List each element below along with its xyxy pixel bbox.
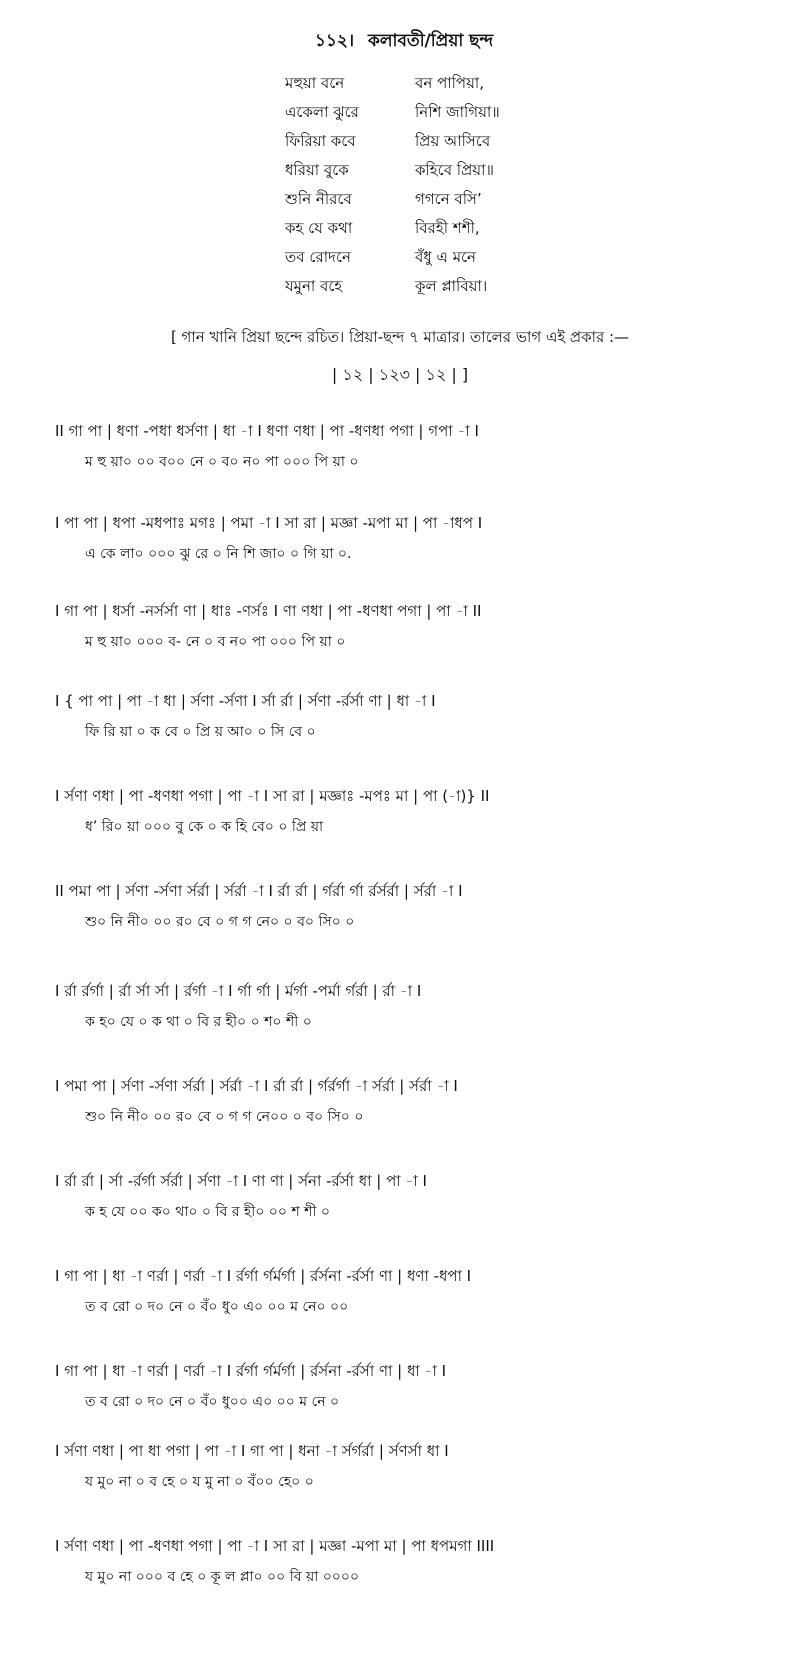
poem-line: তব রোদনে বঁধু এ মনে (285, 248, 477, 266)
notation-block: I পমা পা | র্সণা -র্সণা র্সর্রা | র্সর্রা -া I র্রা র্রা | র্গর্রর্গা -া র্সর্রা | র্সর্রা -া I শু০ নি নী০ ০০ র০ বে ০ গ গ নে০০ ০ ব০ সি০ ০ (55, 1077, 458, 1125)
notation-block: I র্সণা ণধা | পা -ধণধা পগা | পা -া I সা রা | মজ্ঞা -মপা মা | পা ধপমগা IIII য মু০ না ০০০ ব হে ০ কূ ল প্লা০ ০০ বি য়া ০০০০ (55, 1537, 495, 1585)
notation-block: I গা পা | ধা -া ণর্রা | ণর্রা -া I র্রর্গা র্গর্মর্গা | র্রর্সনা -র্রর্সা ণা | ধণা -ধপা I ত ব রো ০ দ০ নে ০ বঁ০ ধু০ এ০ ০০ ম নে০ ০০ (55, 1267, 472, 1315)
tala-division: | ১২ | ১২৩ | ১২ | ] (331, 365, 469, 384)
notation-block: II গা পা | ধণা -পধা ধর্সণা | ধা -া I ধণা ণধা | পা -ধণধা পগা | গপা -া I ম হু য়া০ ০০ ব০০ নে ০ ব০ ন০ পা ০০০ পি য়া ০ (55, 422, 479, 470)
poem-line: মহুয়া বনে বন পাপিয়া, (285, 74, 485, 92)
notation-block: I র্সণা ণধা | পা -ধণধা পগা | পা -া I সা রা | মজ্ঞাঃ -মপঃ মা | পা (-া)} II ধ’ রি০ য়া ০০০ বু কে ০ ক হি বে০ ০ প্রি য়া (55, 787, 490, 835)
poem-line: একেলা ঝুরে নিশি জাগিয়া॥ (285, 103, 500, 121)
song-title (0, 28, 800, 56)
rhythm-note: [ গান খানি প্রিয়া ছন্দে রচিত। প্রিয়া-ছন্দ ৭ মাত্রার। তালের ভাগ এই প্রকার :— (170, 328, 630, 346)
notation-block: I { পা পা | পা -া ধা | র্সণা -র্সণা I র্সা র্রা | র্সণা -র্রর্সা ণা | ধা -া I ফি রি য়া ০ ক বে ০ প্রি য় আ০ ০ সি বে ০ (55, 692, 436, 740)
poem-line: ধরিয়া বুকে কহিবে প্রিয়া॥ (285, 161, 494, 179)
notation-block: I গা পা | ধর্সা -নর্সর্সা ণা | ধাঃ -ণর্সঃ I ণা ণধা | পা -ধণধা পগা | পা -া II ম হু য়া০ ০০০ ব- নে ০ ব ন০ পা ০০০ পি য়া ০ (55, 602, 482, 650)
poem-line: কহ যে কথা বিরহী শশী, (285, 219, 480, 237)
notation-block: I র্সণা ণধা | পা ধা পগা | পা -া I গা পা | ধনা -া র্সর্গর্রা | র্সণর্সা ধা I য মু০ না ০ ব হে ০ য মু না ০ বঁ০০ হে০ ০ (55, 1442, 449, 1490)
notation-block: I র্রা র্রা | র্সা -র্রর্গা র্সর্রা | র্সণা -া I ণা ণা | র্সনা -র্রর্সা ধা | পা -া I ক হ যে ০০ ক০ থা০ ০ বি র হী০ ০০ শ শী ০ (55, 1172, 427, 1220)
poem-line: যমুনা বহে কূল প্লাবিয়া। (285, 277, 488, 295)
song-name: কলাবতী/প্রিয়া ছন্দ (367, 31, 494, 51)
notation-block: I র্রা র্রর্গা | র্রা র্সা র্সা | র্রর্গা -া I র্গা র্গা | র্মর্গা -পর্মা র্গর্রা | র্রা -া I ক হ০ যে ০ ক থা ০ বি র হী০ ০ শ০ শী ০ (55, 982, 422, 1030)
notation-block: II পমা পা | র্সণা -র্সণা র্সর্রা | র্সর্রা -া I র্রা র্রা | র্গর্রা র্গা র্রর্সর্রা | র্সর্রা -া I শু০ নি নী০ ০০ র০ বে ০ গ গ নে০ ০ ব০ সি০ ০ (55, 882, 463, 930)
notation-block: I পা পা | ধপা -মধপাঃ মগঃ | পমা -া I সা রা | মজ্ঞা -মপা মা | পা -াধপ I এ কে লা০ ০০০ ঝু রে ০ নি শি জা০ ০ গি য়া ০. (55, 514, 483, 562)
poem-line: ফিরিয়া কবে প্রিয় আসিবে (285, 132, 491, 150)
notation-block: I গা পা | ধা -া ণর্রা | ণর্রা -া I র্রর্গা র্গর্মর্গা | র্রর্সনা -র্রর্সা ণা | ধা -া I ত ব রো ০ দ০ নে ০ বঁ০ ধু০০ এ০ ০০ ম নে ০ (55, 1362, 447, 1410)
song-number: ১১২। (314, 31, 355, 51)
poem-lyrics (285, 72, 500, 304)
poem-line: শুনি নীরবে গগনে বসি’ (285, 190, 482, 208)
